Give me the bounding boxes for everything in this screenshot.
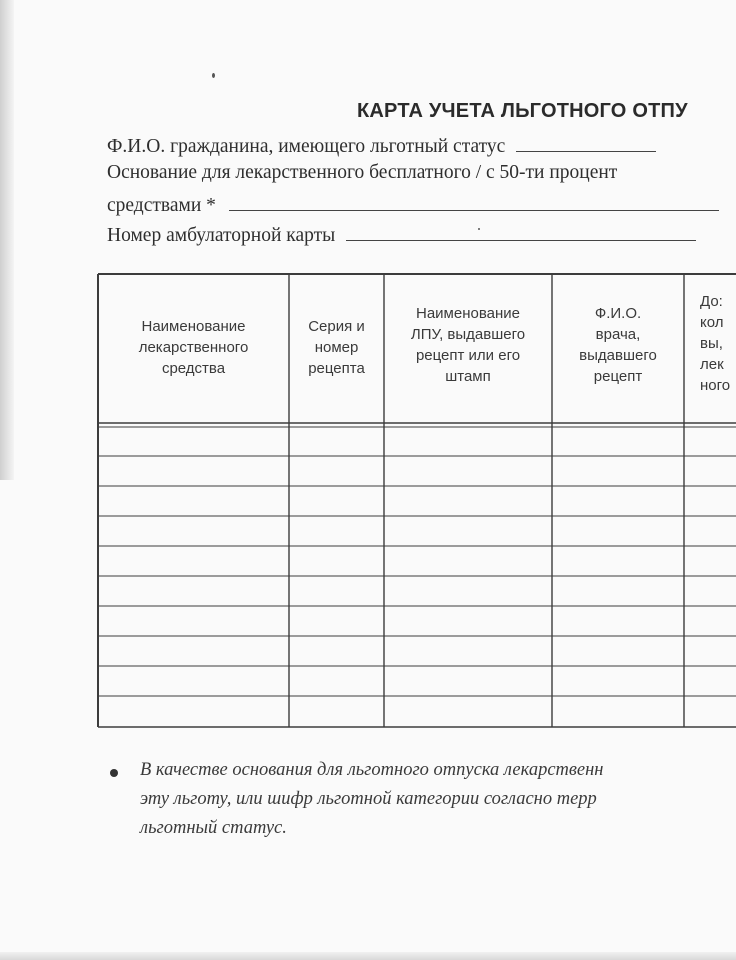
basis-label-line1: Основание для лекарственного бесплатного / с 50-ти процент [107,162,618,183]
card-number-row [107,222,696,247]
citizen-name-label: Ф.И.О. гражданина, имеющего льготный статус [107,136,506,157]
basis-blank[interactable] [229,192,719,211]
card-number-blank[interactable] [346,222,696,241]
column-header-doctor: Ф.И.О. врача, выдавшего рецепт [579,305,657,385]
footnote-line-3: льготный статус. [140,818,287,838]
footnote-line-1: В качестве основания для льготного отпуска лекарственн [140,760,604,780]
column-header-prescription-series: Серия и номер рецепта [308,318,365,377]
citizen-name-row [107,133,656,158]
column-header-dosage-truncated: До: кол вы, лек ного [700,293,731,394]
footnote-line-2: эту льготу, или шифр льготной категории согласно терр [140,789,597,809]
basis-row [107,162,617,184]
column-header-medicine: Наименование лекарственного средства [138,318,249,377]
citizen-name-blank[interactable] [516,133,656,152]
card-number-label: Номер амбулаторной карты [107,225,336,246]
footnote-bullet [110,769,118,777]
basis-label-line2: средствами * [107,195,216,216]
scan-speck [212,73,215,78]
column-header-clinic: Наименование ЛПУ, выдавшего рецепт или его штамп [410,305,526,385]
scan-edge-shadow [0,0,14,480]
document-title: КАРТА УЧЕТА ЛЬГОТНОГО ОТПУ [357,100,688,122]
basis-row-2 [107,192,719,217]
scan-bottom-edge [0,952,736,960]
